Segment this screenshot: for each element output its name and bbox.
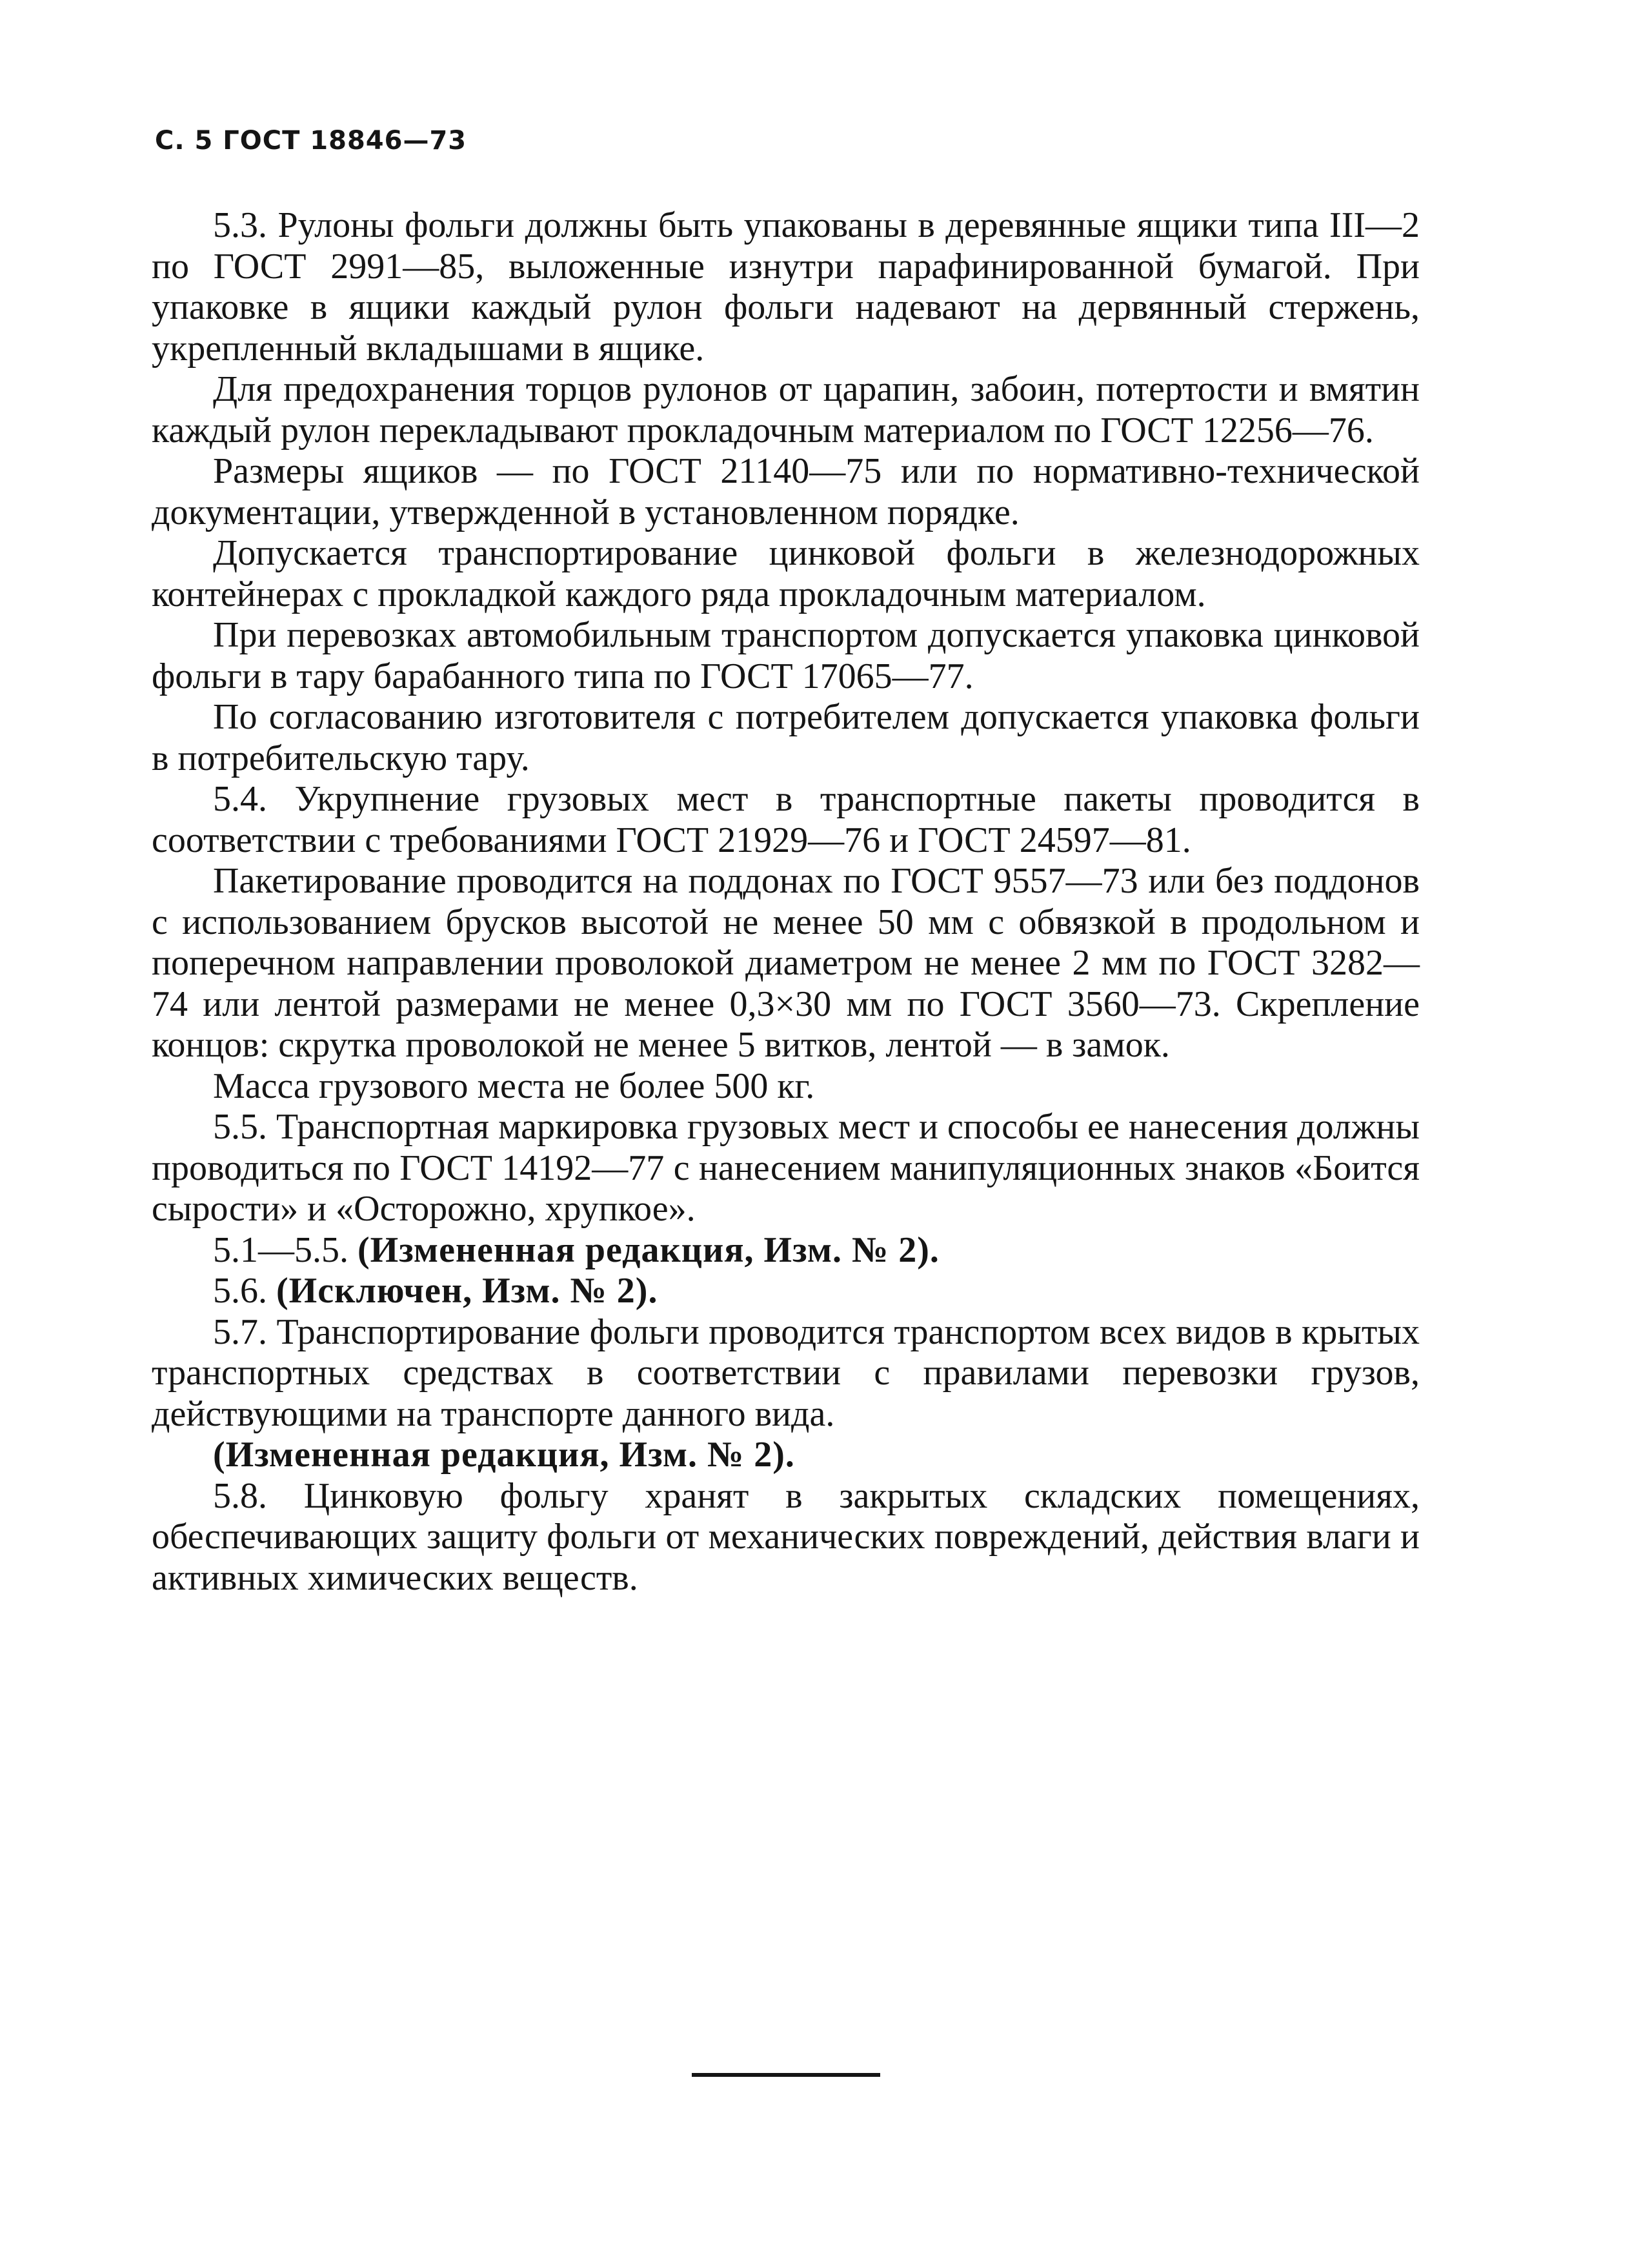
paragraph-cargo-mass: Масса грузового места не более 500 кг. xyxy=(213,1066,815,1106)
paragraph-5-3: 5.3. Рулоны фольги должны быть упакованы в деревянные ящики типа III—2 по ГОСТ 2991—85, выложенные изнутри парафинированной бумагой. При упаковке в ящики каждый рулон фольги надевают на дервянный стержень, укрепленный вкладышами в ящике. xyxy=(152,205,1420,369)
amendment-note: (Измененная редакция, Изм. № 2). xyxy=(358,1229,940,1270)
amendment-prefix: 5.6. xyxy=(213,1271,276,1311)
paragraph-road-transport: При перевозках автомобильным транспортом допускается упаковка цинковой фольги в тару барабанного типа по ГОСТ 17065—77. xyxy=(152,615,1420,696)
page-header: С. 5 ГОСТ 18846—73 xyxy=(155,126,467,156)
end-rule xyxy=(692,2073,880,2077)
paragraph-packing-protection: Для предохранения торцов рулонов от царапин, забоин, потертости и вмятин каждый рулон перекладывают прокладочным материалом по ГОСТ 12256—76. xyxy=(152,369,1420,450)
amendment-note: (Измененная редакция, Изм. № 2). xyxy=(213,1435,795,1475)
paragraph-consumer-packaging: По согласованию изготовителя с потребителем допускается упаковка фольги в потребительскую тару. xyxy=(152,697,1420,778)
paragraph-box-sizes: Размеры ящиков — по ГОСТ 21140—75 или по нормативно-технической документации, утвержденной в установленном порядке. xyxy=(152,451,1420,532)
paragraph-amendment-5-7 xyxy=(152,1435,1420,1476)
paragraph-5-6 xyxy=(152,1271,1420,1312)
paragraph-5-7: 5.7. Транспортирование фольги проводится транспортом всех видов в крытых транспортных средствах в соответствии с правилами перевозки грузов, действующими на транспорте данного вида. xyxy=(152,1311,1420,1434)
amendment-prefix: 5.1—5.5. xyxy=(213,1229,358,1270)
amendment-note: (Исключен, Изм. № 2). xyxy=(276,1271,658,1311)
paragraph-5-5: 5.5. Транспортная маркировка грузовых мест и способы ее нанесения должны проводиться по ГОСТ 14192—77 с нанесением манипуляционных знаков «Боится сырости» и «Осторожно, хрупкое». xyxy=(152,1107,1420,1229)
paragraph-palletizing: Пакетирование проводится на поддонах по ГОСТ 9557—73 или без поддонов с использованием брусков высотой не менее 50 мм с обвязкой в продольном и поперечном направлении проволокой диаметром не менее 2 мм по ГОСТ 3282—74 или лентой размерами не менее 0,3×30 мм по ГОСТ 3560—73. Скрепление концов: скрутка проволокой не менее 5 витков, лентой — в замок. xyxy=(152,861,1420,1065)
paragraph-5-4: 5.4. Укрупнение грузовых мест в транспортные пакеты проводится в соответствии с требованиями ГОСТ 21929—76 и ГОСТ 24597—81. xyxy=(152,779,1420,860)
paragraph-rail-containers: Допускается транспортирование цинковой фольги в железнодорожных контейнерах с прокладкой каждого ряда прокладочным материалом. xyxy=(152,533,1420,614)
paragraph-5-8: 5.8. Цинковую фольгу хранят в закрытых складских помещениях, обеспечивающих защиту фольги от механических повреждений, действия влаги и активных химических веществ. xyxy=(152,1475,1420,1598)
paragraph-amendment-5-1-5-5 xyxy=(152,1230,1420,1271)
document-body xyxy=(152,205,1420,1599)
